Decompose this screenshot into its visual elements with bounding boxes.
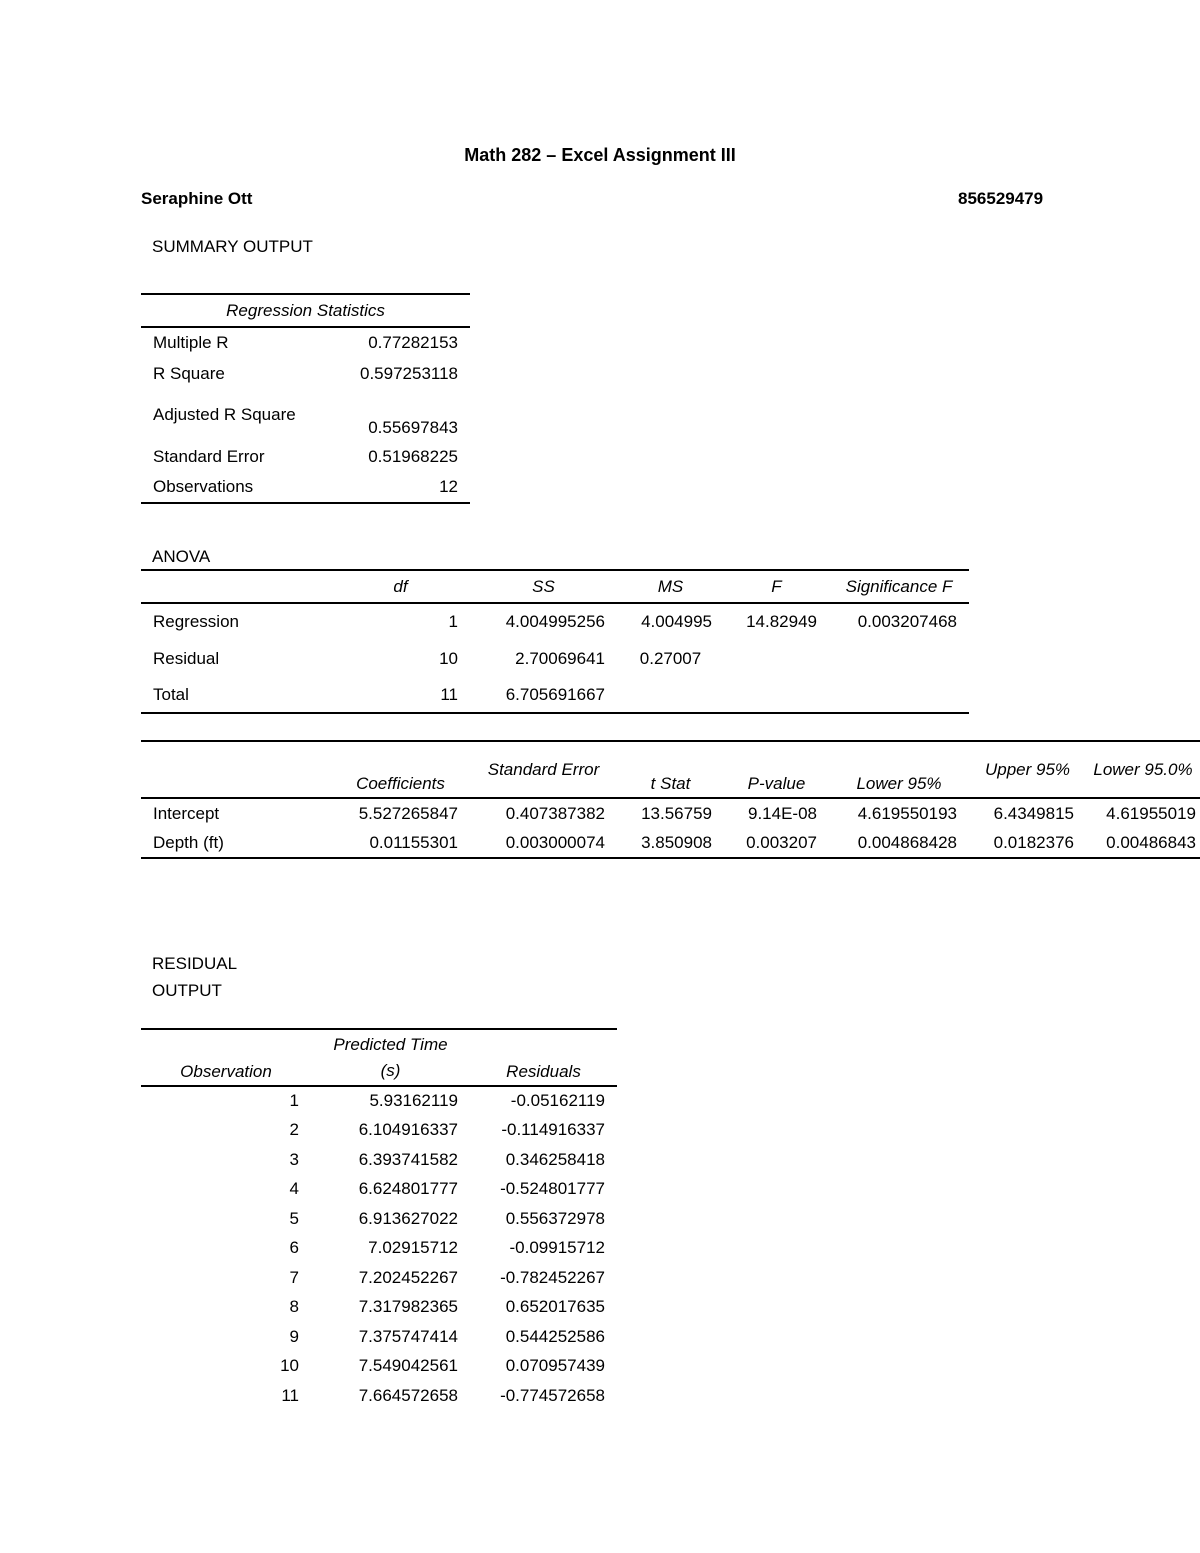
column-header: Observation: [141, 1029, 311, 1086]
anova-table: [141, 569, 969, 714]
residual-rows: [141, 1086, 617, 1411]
table-row: [141, 1234, 617, 1264]
observation-cell: 1: [289, 1091, 299, 1111]
residual-cell: -0.782452267: [500, 1267, 605, 1287]
predicted-cell: 6.624801777: [358, 1179, 458, 1199]
anova-label: ANOVA: [152, 547, 211, 566]
column-header: P-value: [724, 741, 829, 798]
ss-cell: 4.004995256: [505, 612, 605, 631]
pvalue-cell: 0.003207: [724, 828, 829, 858]
stat-label: Adjusted R Square: [153, 405, 296, 424]
residual-cell: -0.09915712: [509, 1238, 605, 1258]
predicted-cell: 6.913627022: [358, 1208, 458, 1228]
stat-label: Multiple R: [153, 333, 229, 352]
tstat-cell: 13.56759: [641, 803, 712, 823]
sig-cell: [829, 677, 969, 713]
observation-cell: 5: [289, 1208, 299, 1228]
residual-cell: -0.05162119: [510, 1091, 605, 1111]
table-row: [141, 640, 969, 677]
residual-cell: -0.114916337: [501, 1120, 605, 1140]
table-row: [141, 798, 1200, 828]
stat-value: 0.55697843: [368, 418, 459, 437]
ss-cell: 6.705691667: [470, 677, 617, 713]
stat-value: 0.51968225: [368, 446, 459, 466]
coef-cell: 5.527265847: [358, 803, 458, 823]
column-header: Lower 95.0%: [1086, 741, 1200, 798]
f-cell: [724, 640, 829, 677]
residual-cell: 0.346258418: [505, 1149, 605, 1169]
coefficients-table: [141, 740, 1200, 859]
ms-cell: 4.004995: [641, 612, 712, 631]
table-row: [141, 1116, 617, 1146]
stat-value: 0.77282153: [368, 333, 459, 352]
table-row: [141, 828, 1200, 858]
sig-cell: 0.003207468: [857, 612, 957, 631]
residual-cell: 0.070957439: [505, 1356, 605, 1376]
lower95-0-cell: 4.61955019: [1106, 803, 1196, 823]
sig-cell: [829, 640, 969, 677]
column-header: Coefficients: [331, 741, 470, 798]
summary-output-label: SUMMARY OUTPUT: [152, 237, 313, 256]
column-header: SS: [470, 570, 617, 603]
observation-cell: 11: [281, 1385, 299, 1405]
upper95-cell: 0.0182376: [969, 828, 1086, 858]
predicted-cell: 6.393741582: [358, 1149, 458, 1169]
residual-output-table: [141, 1028, 617, 1411]
residual-output-label: RESIDUAL OUTPUT: [152, 954, 237, 1000]
column-header: Residuals: [470, 1029, 617, 1086]
ms-cell: [617, 677, 724, 713]
stat-label: Observations: [141, 472, 331, 503]
predicted-cell: 7.02915712: [368, 1238, 458, 1258]
observation-cell: 7: [289, 1267, 299, 1287]
residual-cell: 0.556372978: [505, 1208, 605, 1228]
stat-value: 0.597253118: [360, 363, 459, 383]
predicted-cell: 7.202452267: [358, 1267, 458, 1287]
table-row: [141, 327, 470, 358]
regression-stats-header-row: [141, 294, 470, 327]
residual-cell: -0.774572658: [500, 1385, 605, 1405]
residual-cell: 0.652017635: [505, 1297, 605, 1317]
table-row: [141, 1293, 617, 1323]
table-row: [141, 1145, 617, 1175]
table-row: [141, 472, 470, 503]
row-label: Regression: [153, 612, 239, 631]
coef-cell: 0.01155301: [331, 828, 470, 858]
lower95-cell: 0.004868428: [829, 828, 969, 858]
table-row: [141, 1263, 617, 1293]
predicted-cell: 7.317982365: [358, 1297, 458, 1317]
predicted-cell: 7.549042561: [358, 1356, 458, 1376]
column-header: Upper 95%: [969, 741, 1086, 798]
observation-cell: 3: [289, 1149, 299, 1169]
regression-statistics-table: [141, 293, 470, 504]
column-header: df: [331, 570, 470, 603]
lower95-0-cell: 0.00486843: [1086, 828, 1200, 858]
column-header: MS: [617, 570, 724, 603]
observation-cell: 2: [289, 1120, 299, 1140]
pvalue-cell: 9.14E-08: [748, 803, 817, 823]
column-header: Standard Error: [470, 741, 617, 798]
page-title: Math 282 – Excel Assignment III: [464, 145, 736, 165]
stat-label: Standard Error: [153, 446, 265, 466]
row-label: Residual: [153, 648, 220, 668]
residual-cell: 0.544252586: [505, 1326, 605, 1346]
df-cell: 1: [448, 612, 458, 631]
observation-cell: 4: [289, 1179, 299, 1199]
coefficients-header-row: [141, 741, 1200, 798]
table-row: [141, 389, 470, 441]
author-name: Seraphine Ott: [141, 189, 253, 208]
table-row: [141, 1086, 617, 1116]
observation-cell: 8: [289, 1297, 299, 1317]
column-header: F: [724, 570, 829, 603]
table-row: [141, 603, 969, 640]
table-row: [141, 1322, 617, 1352]
predicted-cell: 6.104916337: [358, 1120, 458, 1140]
row-label: Intercept: [153, 803, 220, 823]
regression-stats-heading: Regression Statistics: [141, 294, 470, 327]
column-header: t Stat: [617, 741, 724, 798]
table-row: [141, 1381, 617, 1411]
table-row: [141, 441, 470, 472]
ss-cell: 2.70069641: [515, 648, 605, 668]
column-header: Lower 95%: [829, 741, 969, 798]
row-label: Depth (ft): [141, 828, 331, 858]
se-cell: 0.003000074: [470, 828, 617, 858]
se-cell: 0.407387382: [505, 803, 605, 823]
stat-label: R Square: [153, 363, 225, 383]
table-row: [141, 1352, 617, 1382]
tstat-cell: 3.850908: [617, 828, 724, 858]
f-cell: [724, 677, 829, 713]
ms-cell: 0.27007: [639, 648, 702, 668]
student-id: 856529479: [958, 189, 1044, 208]
row-label: Total: [141, 677, 331, 713]
predicted-cell: 5.93162119: [369, 1091, 458, 1111]
residual-cell: -0.524801777: [500, 1179, 605, 1199]
anova-header-row: [141, 570, 969, 603]
column-header: Predicted Time (s): [311, 1029, 470, 1086]
predicted-cell: 7.664572658: [358, 1385, 458, 1405]
observation-cell: 6: [289, 1238, 299, 1258]
observation-cell: 9: [289, 1326, 299, 1346]
table-row: [141, 1204, 617, 1234]
table-row: [141, 677, 969, 713]
df-cell: 11: [331, 677, 470, 713]
table-row: [141, 1175, 617, 1205]
table-row: [141, 358, 470, 389]
df-cell: 10: [439, 648, 458, 668]
predicted-cell: 7.375747414: [358, 1326, 458, 1346]
lower95-cell: 4.619550193: [857, 803, 957, 823]
residual-header-row: [141, 1029, 617, 1086]
column-header: Significance F: [829, 570, 969, 603]
upper95-cell: 6.4349815: [993, 803, 1074, 823]
observation-cell: 10: [280, 1356, 299, 1376]
f-cell: 14.82949: [746, 612, 817, 631]
stat-value: 12: [331, 472, 470, 503]
